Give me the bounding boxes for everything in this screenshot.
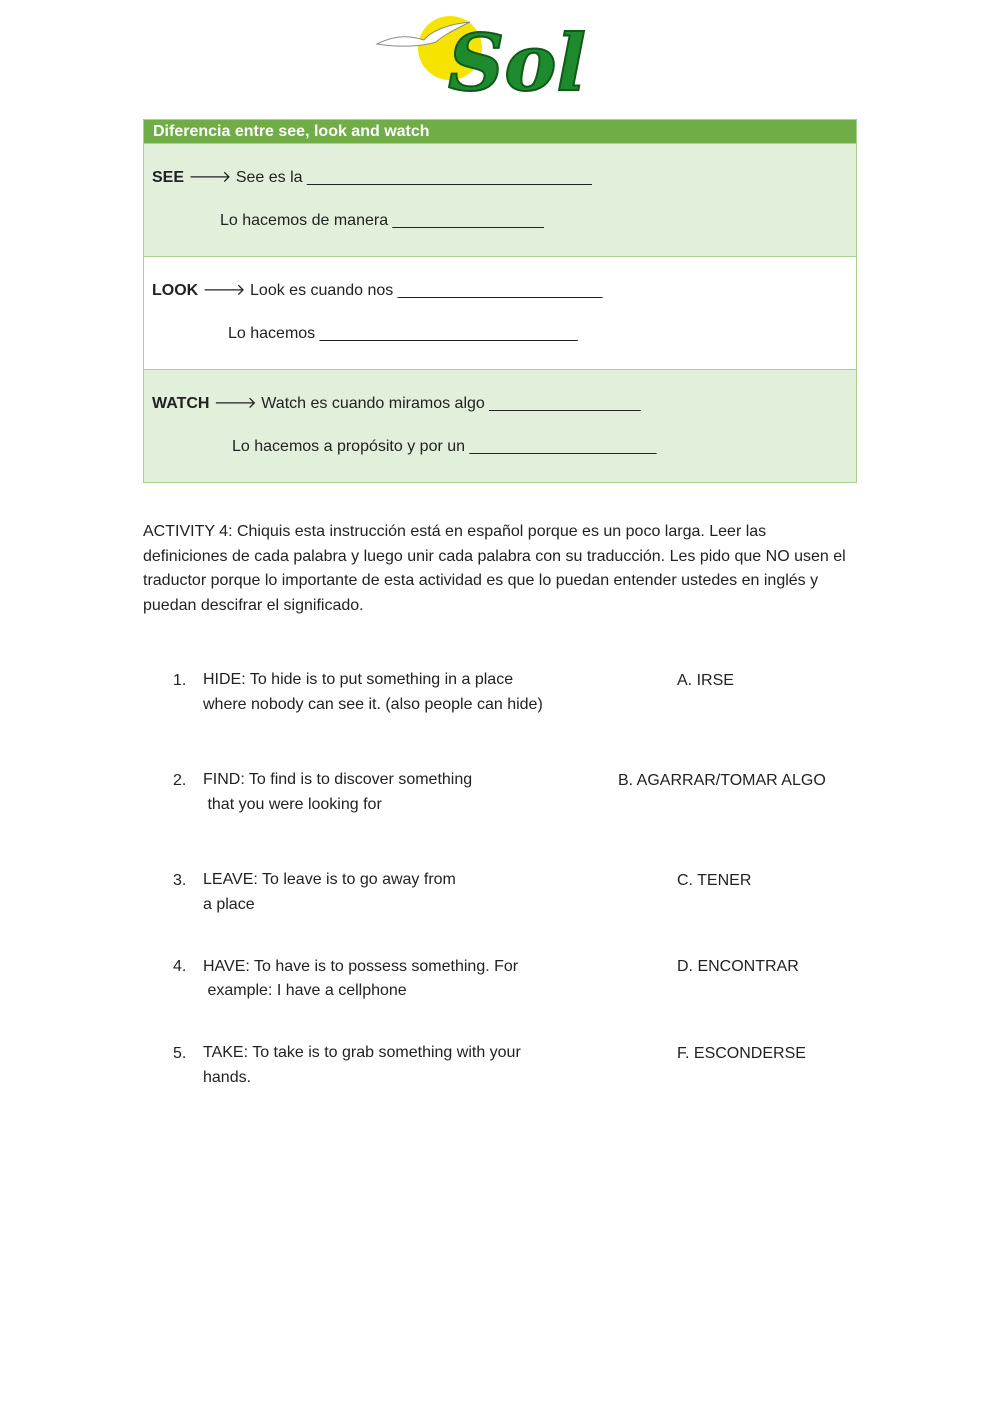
item-definition-line-2: example: I have a cellphone <box>203 982 407 999</box>
activity-instructions: ACTIVITY 4: Chiquis esta instrucción está en español porque es un poco larga. Leer las definiciones de cada palabra y luego unir cada palabra con su traducción. Les pido que NO usen el traductor porque lo importante de esta actividad es que lo puedan entender ustedes en inglés y puedan descifrar el significado. <box>143 523 846 614</box>
item-number: 5. <box>173 1045 187 1062</box>
item-definition-line-1: HAVE: To have is to possess something. For <box>203 958 519 975</box>
table-header: Diferencia entre see, look and watch <box>144 120 856 143</box>
row-look <box>144 256 856 369</box>
item-definition-line-1: LEAVE: To leave is to go away from <box>203 871 456 888</box>
item-answer: C. TENER <box>677 872 752 889</box>
item-answer: D. ENCONTRAR <box>677 958 799 975</box>
item-definition-line-2: a place <box>203 896 255 913</box>
term-label: SEE <box>152 169 185 186</box>
arrow-icon: 🡒 <box>188 169 232 186</box>
item-number: 1. <box>173 672 187 689</box>
arrow-icon: 🡒 <box>213 395 257 412</box>
item-definition-line-2: where nobody can see it. (also people can hide) <box>203 696 543 713</box>
item-definition-line-1: TAKE: To take is to grab something with your <box>203 1044 521 1061</box>
row-line-1 <box>152 392 641 413</box>
see-look-watch-table <box>143 119 857 483</box>
row-line-2: Lo hacemos de manera _________________ <box>220 212 544 229</box>
item-number: 2. <box>173 772 187 789</box>
definition-text: Look es cuando nos _______________________ <box>250 282 603 299</box>
sol-logo <box>372 6 587 102</box>
item-definition-line-2: that you were looking for <box>203 796 382 813</box>
item-answer: A. IRSE <box>677 672 734 689</box>
row-watch <box>144 369 856 482</box>
definition-text: Watch es cuando miramos algo _________________ <box>261 395 641 412</box>
logo-text: Sol <box>448 18 586 102</box>
row-line-1 <box>152 166 592 187</box>
item-answer: F. ESCONDERSE <box>677 1045 806 1062</box>
item-number: 4. <box>173 958 187 975</box>
row-see <box>144 143 856 256</box>
row-line-2: Lo hacemos a propósito y por un _____________________ <box>232 438 657 455</box>
row-line-1 <box>152 279 602 300</box>
item-answer: B. AGARRAR/TOMAR ALGO <box>618 772 826 789</box>
item-number: 3. <box>173 872 187 889</box>
term-label: WATCH <box>152 395 210 412</box>
row-line-2: Lo hacemos _____________________________ <box>228 325 578 342</box>
arrow-icon: 🡒 <box>202 282 246 299</box>
item-definition-line-2: hands. <box>203 1069 252 1086</box>
definition-text: See es la ________________________________ <box>235 169 592 186</box>
item-definition-line-1: HIDE: To hide is to put something in a place <box>203 671 514 688</box>
term-label: LOOK <box>152 282 199 299</box>
item-definition-line-1: FIND: To find is to discover something <box>203 771 473 788</box>
